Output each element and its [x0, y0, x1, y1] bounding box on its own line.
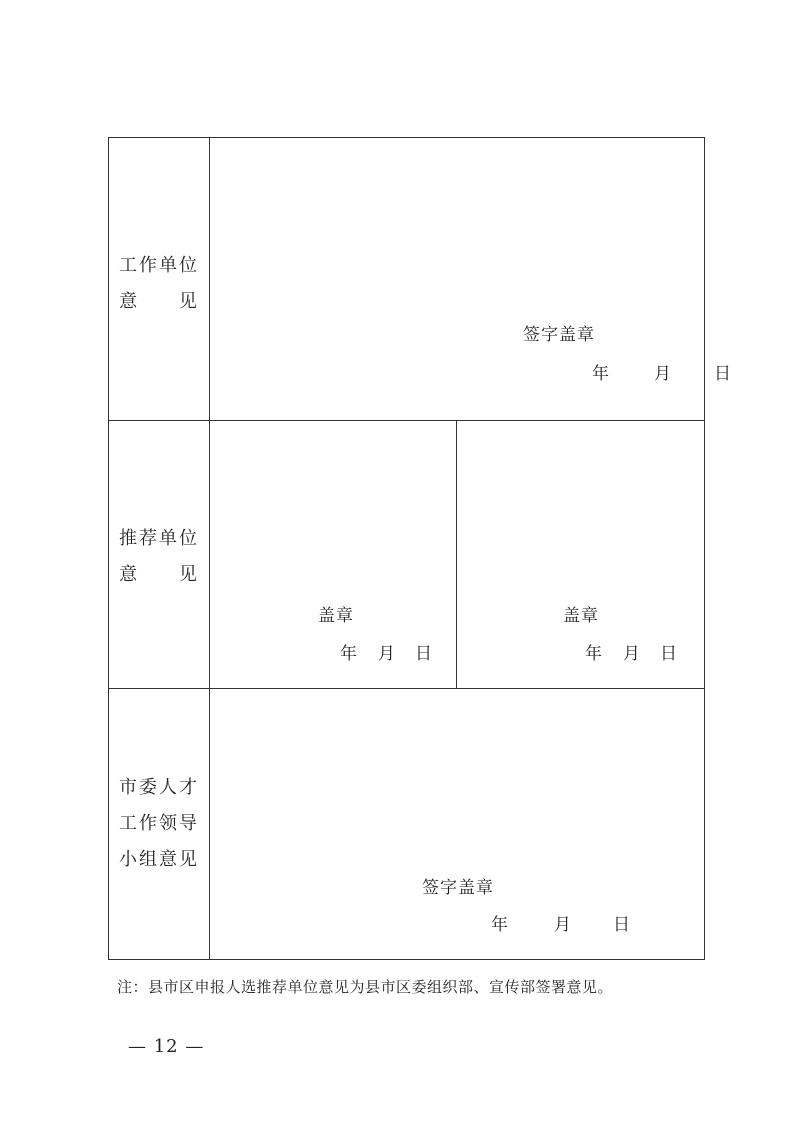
work-unit-date-year: 年	[592, 364, 610, 384]
leading-group-sign-label: 签字盖章	[422, 878, 494, 898]
work-unit-label-line1: 工作单位	[119, 255, 199, 276]
right-date-month: 月	[623, 644, 641, 664]
leading-group-label-line1: 市委人才	[119, 777, 199, 798]
leading-group-label-cell	[109, 689, 210, 959]
leading-group-date-month: 月	[554, 915, 572, 935]
work-unit-date-month: 月	[654, 364, 672, 384]
work-unit-date-day: 日	[714, 364, 732, 384]
page-number: — 12 —	[128, 1036, 205, 1057]
recommending-unit-label-cell	[109, 421, 215, 688]
left-seal-label: 盖章	[318, 606, 354, 626]
work-unit-sign-label: 签字盖章	[523, 325, 595, 345]
leading-group-label-line3: 小组意见	[119, 849, 199, 870]
recommending-unit-opinion-row	[109, 421, 704, 689]
leading-group-label-line2: 工作领导	[119, 813, 199, 834]
recommending-unit-right-cell	[457, 421, 704, 688]
leading-group-date-year: 年	[491, 915, 509, 935]
work-unit-label-line2: 意 见	[119, 291, 215, 312]
work-unit-opinion-cell	[210, 138, 732, 420]
right-date-day: 日	[660, 644, 678, 664]
recommending-unit-label-line2: 意 见	[119, 563, 215, 585]
right-seal-label: 盖章	[563, 606, 599, 626]
leading-group-opinion-row	[109, 689, 704, 959]
leading-group-date-day: 日	[613, 915, 631, 935]
work-unit-label-cell	[109, 138, 215, 420]
left-date-month: 月	[378, 644, 396, 664]
work-unit-opinion-row	[109, 138, 732, 421]
left-date-day: 日	[415, 644, 433, 664]
left-date-year: 年	[340, 644, 358, 664]
recommending-unit-left-cell	[210, 421, 457, 688]
footnote: 注：县市区申报人选推荐单位意见为县市区委组织部、宣传部签署意见。	[117, 978, 614, 996]
leading-group-opinion-cell	[210, 689, 704, 959]
right-date-year: 年	[585, 644, 603, 664]
opinion-form-table	[108, 137, 732, 960]
recommending-unit-label-line1: 推荐单位	[119, 527, 199, 549]
